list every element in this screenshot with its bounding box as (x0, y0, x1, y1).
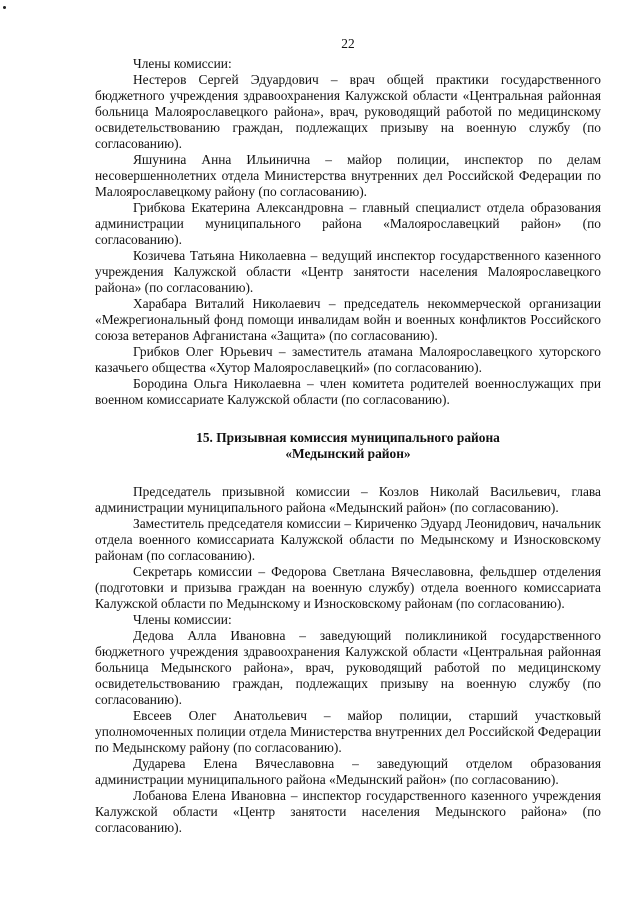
section-heading-line: «Медынский район» (285, 446, 411, 461)
page-number: 22 (341, 36, 355, 51)
member-paragraph: Козичева Татьяна Николаевна – ведущий инспектор государственного казенного учреждения Калужской области «Центр занятости населения Малоярославецкого района» (по согласованию). (95, 248, 601, 295)
section-heading (95, 430, 601, 462)
members-label: Члены комиссии: (133, 612, 232, 627)
member-paragraph: Евсеев Олег Анатольевич – майор полиции, старший участковый уполномоченных полиции отдела Министерства внутренних дел Российской Федерации по Медынскому району (по согласованию). (95, 708, 601, 755)
member-paragraph: Харабара Виталий Николаевич – председатель некоммерческой организации «Межрегиональный фонд помощи инвалидам войн и военных конфликтов Российского союза ветеранов Афганистана «Защита» (по согласованию). (95, 296, 601, 343)
member-paragraph: Бородина Ольга Николаевна – член комитета родителей военнослужащих при военном комиссариате Калужской области (по согласованию). (95, 376, 601, 407)
chairman-paragraph: Председатель призывной комиссии – Козлов Николай Васильевич, глава администрации муниципального района «Медынский район» (по согласованию). (95, 484, 601, 515)
members-label: Члены комиссии: (133, 56, 232, 71)
section-heading-line: 15. Призывная комиссия муниципального района (196, 430, 500, 445)
deputy-paragraph: Заместитель председателя комиссии – Кириченко Эдуард Леонидович, начальник отдела военного комиссариата Калужской области по Медынскому и Износковскому районам (по согласованию). (95, 516, 601, 563)
member-paragraph: Дударева Елена Вячеславовна – заведующий отделом образования администрации муниципального района «Медынский район» (по согласованию). (95, 756, 601, 787)
member-paragraph: Дедова Алла Ивановна – заведующий поликлиникой государственного бюджетного учреждения здравоохранения Калужской области «Центральная районная больница Медынского района», врач, руководящий работой по медицинскому освидетельствованию граждан, подлежащих призыву на военную службу (по согласованию). (95, 628, 601, 707)
document-page (95, 36, 601, 836)
secretary-paragraph: Секретарь комиссии – Федорова Светлана Вячеславовна, фельдшер отделения (подготовки и призыва граждан на военную службу) отдела военного комиссариата Калужской области по Медынскому и Износковскому районам (по согласованию). (95, 564, 601, 611)
member-paragraph: Нестеров Сергей Эдуардович – врач общей практики государственного бюджетного учреждения здравоохранения Калужской области «Центральная районная больница Малоярославецкого района», врач, руководящий работой по медицинскому освидетельствованию граждан, подлежащих призыву на военную службу (по согласованию). (95, 72, 601, 151)
member-paragraph: Яшунина Анна Ильинична – майор полиции, инспектор по делам несовершеннолетних отдела Министерства внутренних дел Российской Федерации по Малоярославецкому району (по согласованию). (95, 152, 601, 199)
member-paragraph: Грибкова Екатерина Александровна – главный специалист отдела образования администрации муниципального района «Малоярославецкий район» (по согласованию). (95, 200, 601, 247)
scan-dot (3, 6, 6, 9)
member-paragraph: Лобанова Елена Ивановна – инспектор государственного казенного учреждения Калужской области «Центр занятости населения Медынского района» (по согласованию). (95, 788, 601, 835)
member-paragraph: Грибков Олег Юрьевич – заместитель атамана Малоярославецкого хуторского казачьего общества «Хутор Малоярославецкий» (по согласованию). (95, 344, 601, 375)
